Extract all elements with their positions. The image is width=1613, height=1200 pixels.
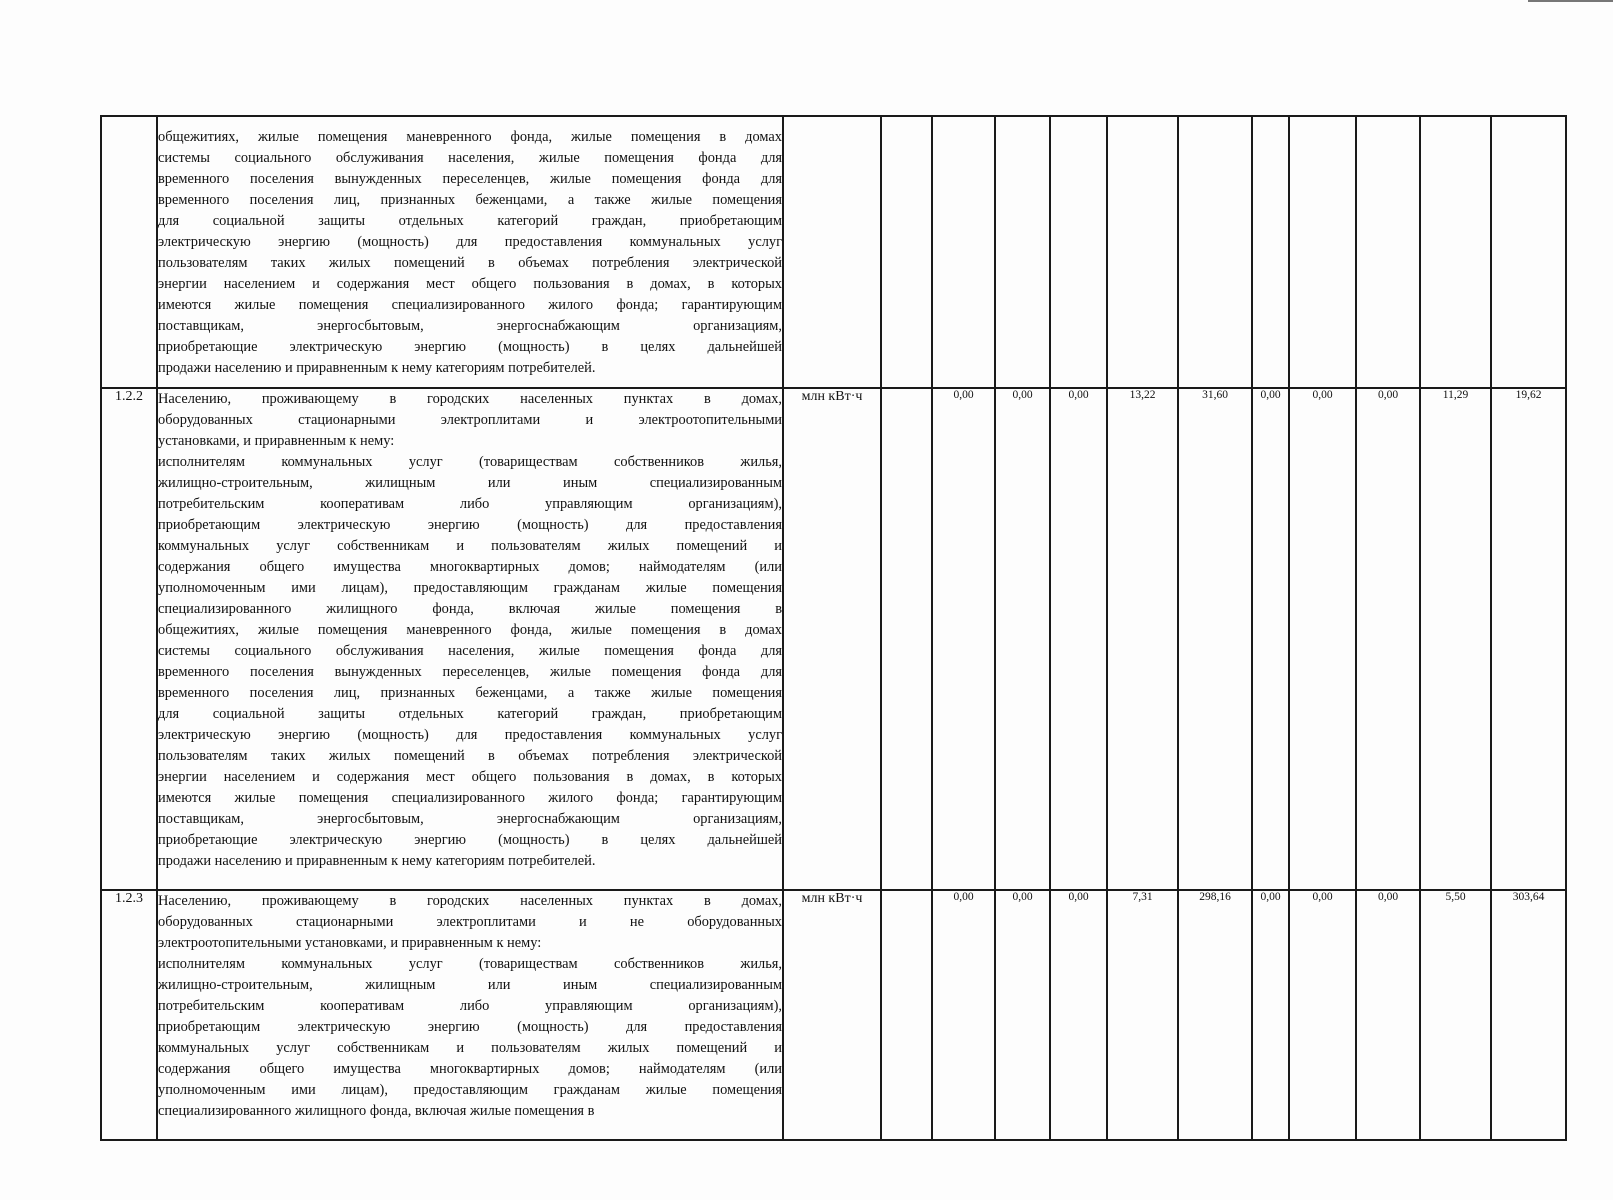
value-cell: 11,29: [1420, 388, 1491, 890]
description-line: исполнителям коммунальных услуг (товариществам собственников жилья,: [158, 454, 782, 470]
unit-cell: млн кВт·ч: [783, 388, 881, 890]
value-cell: [1178, 116, 1252, 388]
description-line: электрическую энергию (мощность) для предоставления коммунальных услуг: [158, 727, 782, 743]
description-line: Населению, проживающему в городских населенных пунктах в домах,: [158, 391, 782, 407]
description-line: содержания общего имущества многоквартирных домов; наймодателям (или: [158, 1061, 782, 1077]
value-cell: [1252, 116, 1289, 388]
table-row: [101, 388, 1566, 890]
description-line: приобретающим электрическую энергию (мощность) для предоставления: [158, 517, 782, 533]
value-cell: [1050, 116, 1107, 388]
description-line: Населению, проживающему в городских населенных пунктах в домах,: [158, 893, 782, 909]
description-line: для социальной защиты отдельных категорий граждан, приобретающим: [158, 213, 782, 229]
value-cell: 0,00: [1252, 388, 1289, 890]
description-line: продажи населению и приравненным к нему категориям потребителей.: [158, 853, 596, 869]
value-cell: 13,22: [1107, 388, 1178, 890]
value-cell: [1356, 116, 1420, 388]
description-line: электроотопительными установками, и приравненным к нему:: [158, 935, 542, 951]
row-number: 1.2.2: [101, 388, 157, 890]
value-cell: 0,00: [1050, 890, 1107, 1140]
description-line: коммунальных услуг собственникам и пользователям жилых помещений и: [158, 1040, 782, 1056]
description-line: установками, и приравненным к нему:: [158, 433, 395, 449]
tariff-table: [100, 115, 1567, 1141]
description-line: имеются жилые помещения специализированного жилого фонда; гарантирующим: [158, 790, 782, 806]
value-cell: 0,00: [1050, 388, 1107, 890]
value-cell: [1107, 116, 1178, 388]
scan-speck: [1528, 0, 1613, 2]
description-line: коммунальных услуг собственникам и пользователям жилых помещений и: [158, 538, 782, 554]
value-cell: 5,50: [1420, 890, 1491, 1140]
description-line: потребительским кооперативам либо управляющим организациям),: [158, 998, 782, 1014]
value-cell: [1289, 116, 1356, 388]
row-number: [101, 116, 157, 388]
value-cell: 7,31: [1107, 890, 1178, 1140]
value-cell: [995, 116, 1050, 388]
row-number: 1.2.3: [101, 890, 157, 1140]
description-line: для социальной защиты отдельных категорий граждан, приобретающим: [158, 706, 782, 722]
description-line: специализированного жилищного фонда, включая жилые помещения в: [158, 1103, 595, 1119]
description-line: содержания общего имущества многоквартирных домов; наймодателям (или: [158, 559, 782, 575]
row-description: [157, 890, 783, 1140]
description-line: поставщикам, энергосбытовым, энергоснабжающим организациям,: [158, 811, 782, 827]
description-line: приобретающие электрическую энергию (мощность) в целях дальнейшей: [158, 339, 782, 355]
value-cell: [932, 116, 995, 388]
description-line: энергии населением и содержания мест общего пользования в домах, в которых: [158, 276, 782, 292]
description-line: уполномоченным ими лицам), предоставляющим гражданам жилые помещения: [158, 580, 782, 596]
description-line: пользователям таких жилых помещений в объемах потребления электрической: [158, 255, 782, 271]
description-line: уполномоченным ими лицам), предоставляющим гражданам жилые помещения: [158, 1082, 782, 1098]
value-cell: 0,00: [1356, 890, 1420, 1140]
value-cell: 19,62: [1491, 388, 1566, 890]
description-line: общежитиях, жилые помещения маневренного фонда, жилые помещения в домах: [158, 129, 782, 145]
description-line: пользователям таких жилых помещений в объемах потребления электрической: [158, 748, 782, 764]
value-cell: 0,00: [995, 890, 1050, 1140]
description-line: продажи населению и приравненным к нему категориям потребителей.: [158, 360, 596, 376]
description-line: системы социального обслуживания населения, жилые помещения фонда для: [158, 150, 782, 166]
value-cell: 303,64: [1491, 890, 1566, 1140]
value-cell: [881, 890, 932, 1140]
description-line: электрическую энергию (мощность) для предоставления коммунальных услуг: [158, 234, 782, 250]
value-cell: 0,00: [995, 388, 1050, 890]
description-line: исполнителям коммунальных услуг (товариществам собственников жилья,: [158, 956, 782, 972]
description-line: имеются жилые помещения специализированного жилого фонда; гарантирующим: [158, 297, 782, 313]
description-line: жилищно-строительным, жилищным или иным специализированным: [158, 475, 782, 491]
row-description: [157, 388, 783, 890]
description-line: временного поселения лиц, признанных беженцами, а также жилые помещения: [158, 685, 782, 701]
value-cell: 31,60: [1178, 388, 1252, 890]
value-cell: 0,00: [1252, 890, 1289, 1140]
description-line: жилищно-строительным, жилищным или иным специализированным: [158, 977, 782, 993]
value-cell: 0,00: [1356, 388, 1420, 890]
description-line: потребительским кооперативам либо управляющим организациям),: [158, 496, 782, 512]
value-cell: [881, 388, 932, 890]
value-cell: [1491, 116, 1566, 388]
description-line: приобретающим электрическую энергию (мощность) для предоставления: [158, 1019, 782, 1035]
value-cell: [881, 116, 932, 388]
value-cell: 0,00: [932, 388, 995, 890]
value-cell: 0,00: [1289, 388, 1356, 890]
table-row: [101, 116, 1566, 388]
description-line: оборудованных стационарными электроплитами и не оборудованных: [158, 914, 782, 930]
value-cell: 298,16: [1178, 890, 1252, 1140]
description-line: энергии населением и содержания мест общего пользования в домах, в которых: [158, 769, 782, 785]
description-line: временного поселения вынужденных переселенцев, жилые помещения фонда для: [158, 171, 782, 187]
description-line: временного поселения лиц, признанных беженцами, а также жилые помещения: [158, 192, 782, 208]
description-line: общежитиях, жилые помещения маневренного фонда, жилые помещения в домах: [158, 622, 782, 638]
description-line: поставщикам, энергосбытовым, энергоснабжающим организациям,: [158, 318, 782, 334]
unit-cell: [783, 116, 881, 388]
description-line: временного поселения вынужденных переселенцев, жилые помещения фонда для: [158, 664, 782, 680]
description-line: специализированного жилищного фонда, включая жилые помещения в: [158, 601, 782, 617]
value-cell: [1420, 116, 1491, 388]
unit-cell: млн кВт·ч: [783, 890, 881, 1140]
table-row: [101, 890, 1566, 1140]
value-cell: 0,00: [1289, 890, 1356, 1140]
row-description: [157, 116, 783, 388]
value-cell: 0,00: [932, 890, 995, 1140]
description-line: приобретающие электрическую энергию (мощность) в целях дальнейшей: [158, 832, 782, 848]
description-line: системы социального обслуживания населения, жилые помещения фонда для: [158, 643, 782, 659]
description-line: оборудованных стационарными электроплитами и электроотопительными: [158, 412, 782, 428]
